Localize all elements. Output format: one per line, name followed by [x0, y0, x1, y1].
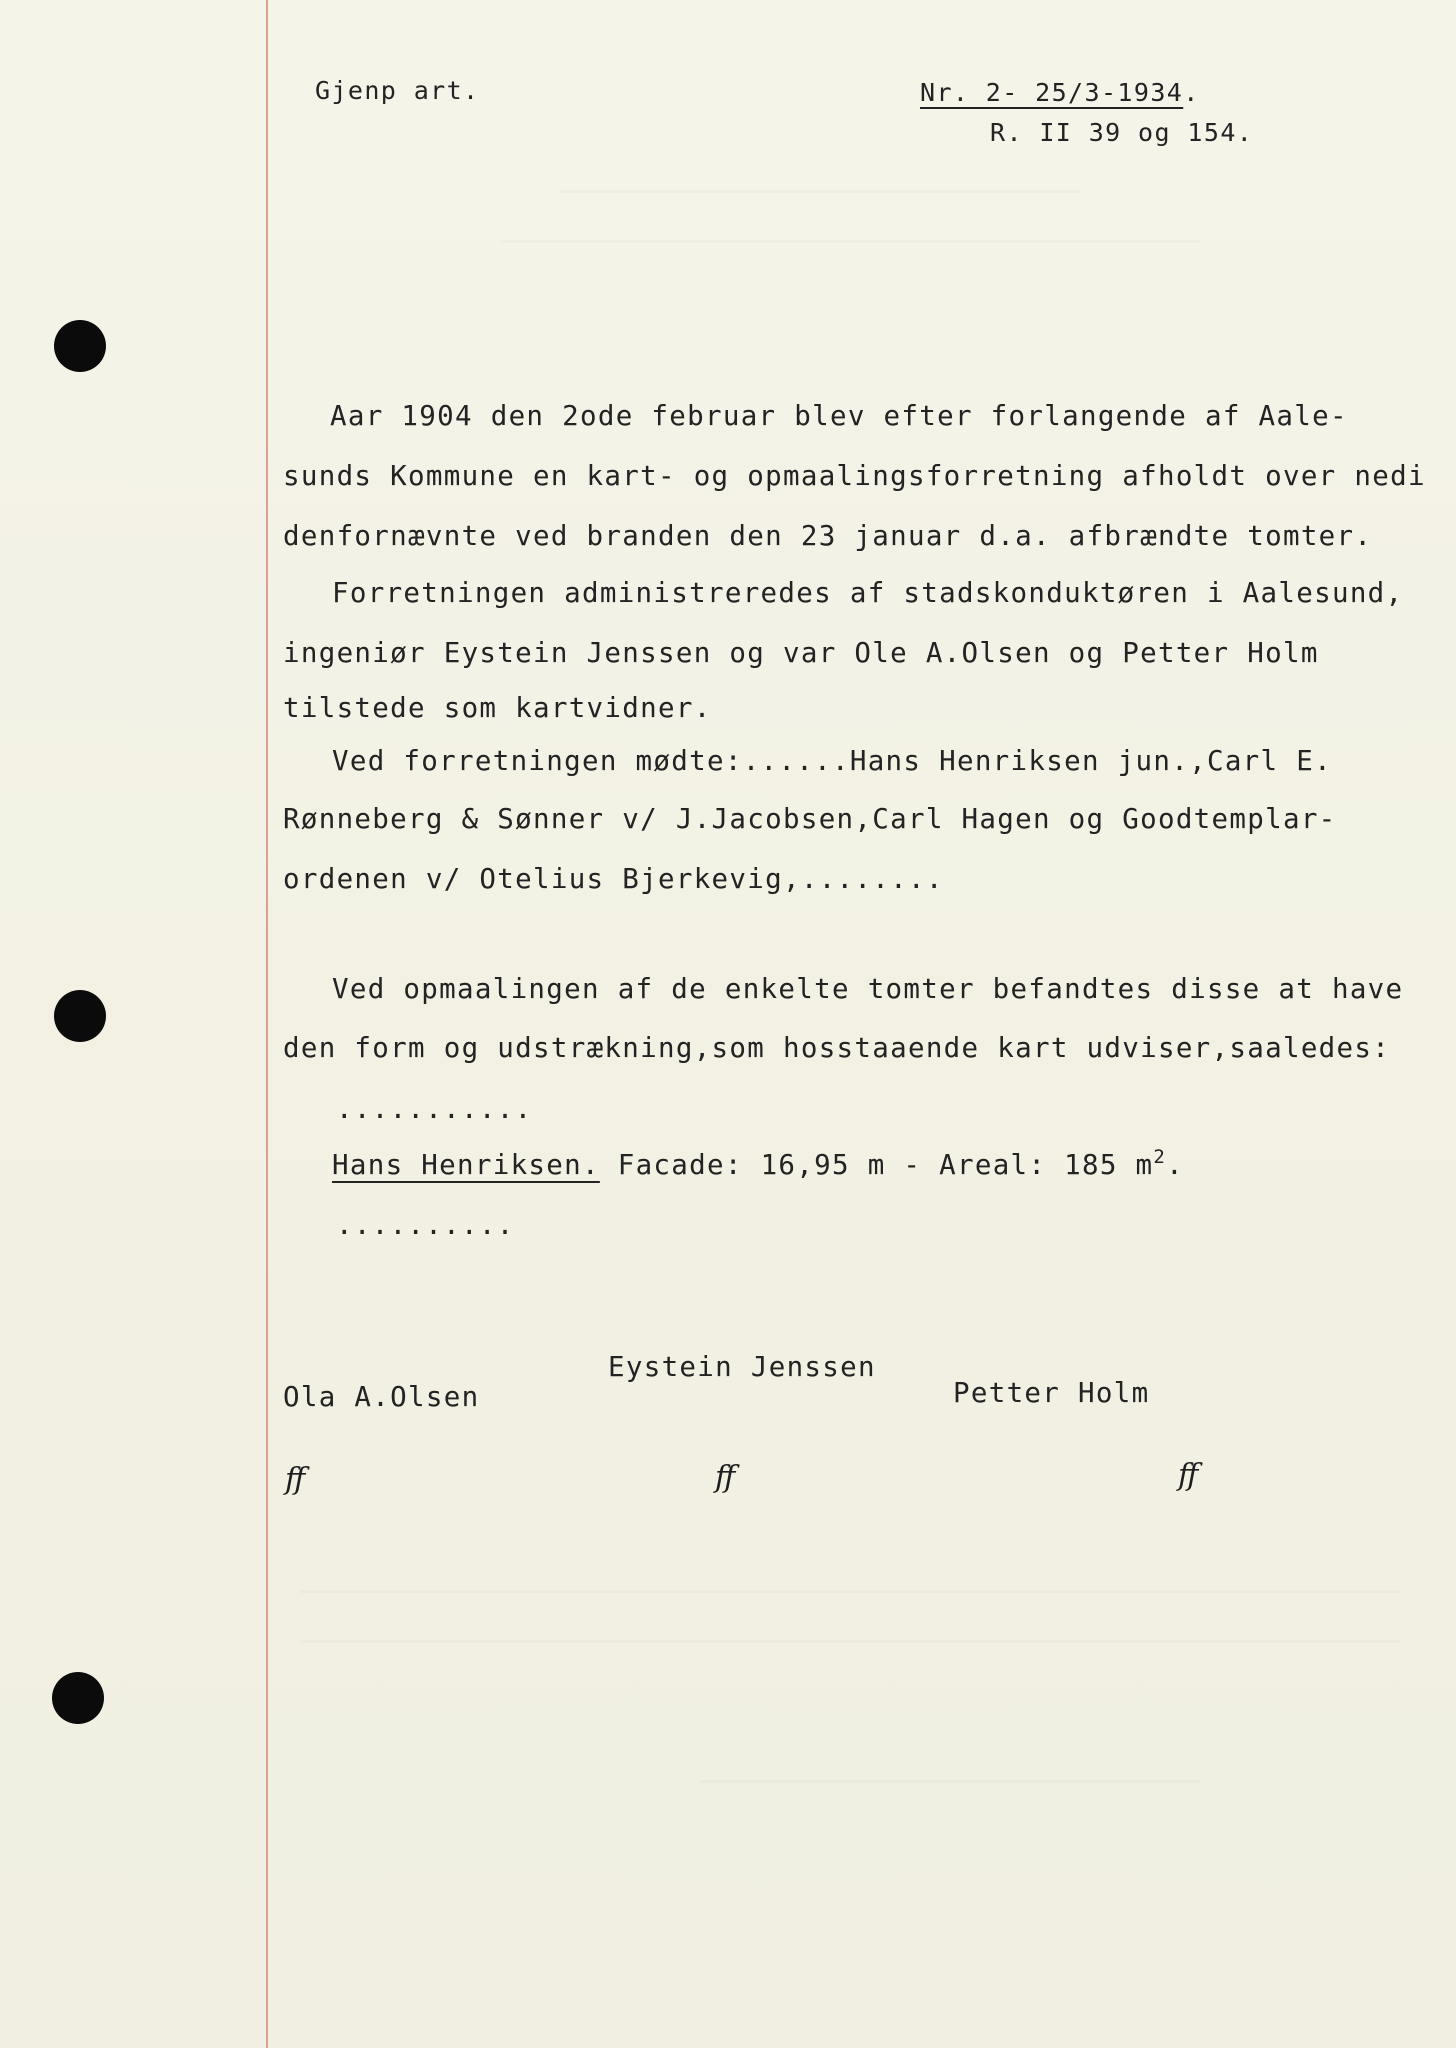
body-line: Rønneberg & Sønner v/ J.Jacobsen,Carl Hagen og Goodtemplar-: [283, 803, 1337, 835]
header-note: Gjenp art.: [315, 76, 480, 105]
body-line: Ved forretningen mødte:......Hans Henriksen jun.,Carl E.: [332, 745, 1332, 777]
body-line: sunds Kommune en kart- og opmaalingsforretning afholdt over nedi: [283, 460, 1426, 492]
plot-entry-end: .: [1166, 1149, 1185, 1181]
signature-right: Petter Holm: [953, 1377, 1150, 1409]
bleed-through-text: [300, 1640, 1400, 1643]
body-line: ingeniør Eystein Jenssen og var Ole A.Olsen og Petter Holm: [283, 637, 1319, 669]
plot-owner-name: Hans Henriksen.: [332, 1149, 600, 1181]
bleed-through-text: [300, 1590, 1400, 1593]
register-reference: R. II 39 og 154.: [990, 118, 1254, 147]
signature-mark-center: ff: [715, 1460, 734, 1495]
plot-entry: [332, 1148, 1184, 1180]
plot-measurements: Facade: 16,95 m - Areal: 185 m: [599, 1149, 1154, 1181]
punch-hole-top: [54, 320, 106, 372]
signature-mark-right: ff: [1178, 1458, 1197, 1493]
signature-mark-left: ff: [285, 1462, 304, 1497]
area-unit-exponent: 2: [1153, 1146, 1167, 1168]
bleed-through-text: [700, 1780, 1200, 1783]
ellipsis-line: ...........: [336, 1093, 533, 1125]
punch-hole-bottom: [52, 1672, 104, 1724]
bleed-through-text: [500, 240, 1200, 243]
document-number-date: Nr. 2- 25/3-1934: [920, 78, 1184, 107]
bleed-through-text: [560, 190, 1080, 193]
document-reference: [920, 80, 1200, 105]
body-line: Aar 1904 den 2ode februar blev efter forlangende af Aale-: [330, 400, 1348, 432]
signature-left: Ola A.Olsen: [283, 1381, 480, 1413]
red-margin-line: [266, 0, 268, 2048]
body-line: denfornævnte ved branden den 23 januar d.a. afbrændte tomter.: [283, 520, 1373, 552]
body-line: Forretningen administreredes af stadskonduktøren i Aalesund,: [332, 577, 1404, 609]
punch-hole-middle: [54, 990, 106, 1042]
body-line: den form og udstrækning,som hosstaaende kart udviser,saaledes:: [283, 1032, 1391, 1064]
body-line: Ved opmaalingen af de enkelte tomter befandtes disse at have: [332, 973, 1404, 1005]
document-reference-tail: .: [1183, 78, 1200, 107]
body-line: tilstede som kartvidner.: [283, 692, 712, 724]
body-line: ordenen v/ Otelius Bjerkevig,........: [283, 863, 944, 895]
signature-center: Eystein Jenssen: [608, 1351, 876, 1383]
ellipsis-line: ..........: [336, 1209, 515, 1241]
